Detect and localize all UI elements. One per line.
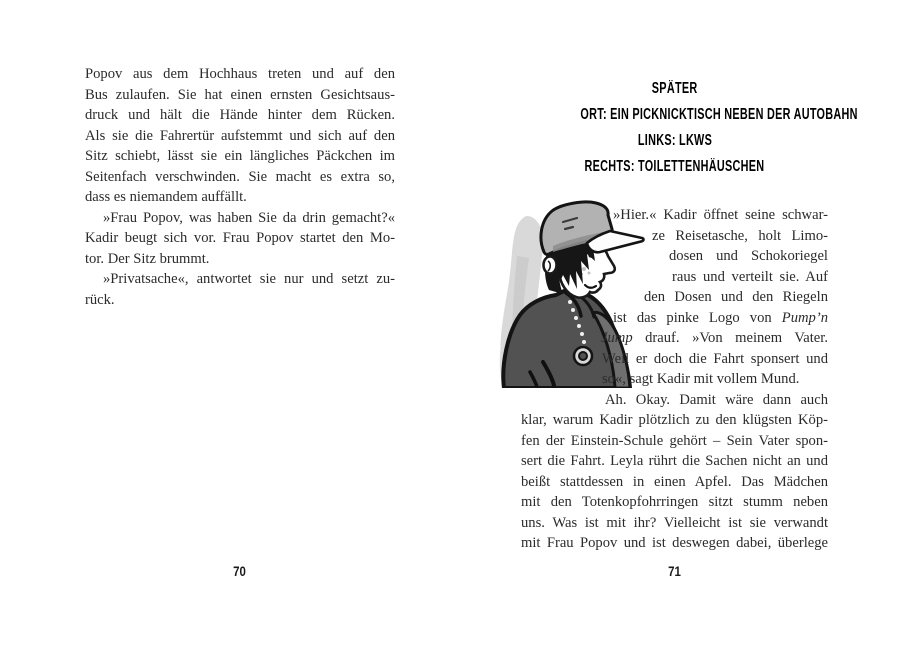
text-line: ze Reisetasche, holt Limo- (652, 227, 828, 244)
text-line: »Frau Popov, was haben Sie da drin gemacht?« (103, 209, 395, 226)
right-page-text (521, 205, 828, 554)
paragraph (85, 208, 395, 270)
scene-header-text: SPÄTER (651, 80, 698, 97)
text-line: dosen und Schokoriegel (669, 248, 828, 264)
page-number-right-value: 71 (668, 564, 681, 579)
text-line: ist das pinke Logo von Pump’n (613, 309, 828, 326)
text-line: sert die Fahrt. Leyla rührt die Sachen nicht an und (521, 453, 828, 469)
left-page (85, 0, 395, 648)
paragraph (521, 205, 828, 390)
paragraph (521, 390, 828, 554)
text-line: Jump drauf. »Von meinem Vater. (601, 330, 828, 346)
page-number-right (521, 563, 828, 581)
text-line: Weil er doch die Fahrt sponsert und (602, 350, 828, 367)
text-line: Sitz schiebt, lässt sie ein längliches Päckchen im (85, 148, 395, 164)
paragraph (85, 269, 395, 310)
text-line: »Privatsache«, antwortet sie nur und setzt zu- (103, 271, 395, 287)
scene-header-line (521, 106, 858, 132)
scene-header-text: LINKS: LKWS (637, 132, 712, 149)
text-line: raus und verteilt sie. Auf (672, 268, 828, 285)
text-line: beißt stattdessen in einen Apfel. Das Mädchen (521, 473, 828, 490)
text-line: so«, sagt Kadir mit vollem Mund. (602, 371, 800, 387)
scene-header-text: ORT: EIN PICKNICKTISCH NEBEN DER AUTOBAHN (580, 106, 858, 123)
text-line: tor. Der Sitz brummt. (85, 250, 210, 267)
text-line: rück. (85, 291, 115, 308)
scene-header-line (521, 132, 828, 158)
left-page-text (85, 64, 395, 310)
text-line: dass es niemandem auffällt. (85, 189, 247, 205)
scene-header-line (521, 158, 828, 184)
text-line: mit den Totenkopfohrringen sitzt stumm neben (521, 494, 828, 510)
paragraph (85, 64, 395, 208)
scene-header-line (521, 80, 828, 106)
page-number-left-value: 70 (233, 564, 247, 579)
text-line: uns. Was ist mit ihr? Vielleicht ist sie verwandt (521, 514, 828, 531)
text-line: Bus zulaufen. Sie hat einen ernsten Gesichtsaus- (85, 86, 395, 103)
text-line: fen der Einstein-Schule gehört – Sein Vater spon- (521, 432, 828, 449)
page-number-left (85, 563, 395, 581)
text-line: Als sie die Fahrertür aufstemmt und sich auf den (85, 127, 395, 144)
text-line: den Dosen und den Riegeln (644, 289, 828, 305)
right-page (521, 0, 858, 648)
scene-header (521, 80, 858, 184)
text-line: »Hier.« Kadir öffnet seine schwar- (613, 207, 828, 223)
text-line: klar, warum Kadir plötzlich zu den klügsten Köp- (521, 412, 828, 428)
text-line: mit Frau Popov und ist deswegen dabei, überlege (521, 535, 828, 551)
text-line: Ah. Okay. Damit wäre dann auch (605, 391, 828, 408)
text-line: druck und hält die Hände hinter dem Rücken. (85, 107, 395, 123)
text-line: Popov aus dem Hochhaus treten und auf den (85, 66, 395, 82)
text-line: Kadir beugt sich vor. Frau Popov startet den Mo- (85, 230, 395, 246)
scene-header-text: RECHTS: TOILETTENHÄUSCHEN (584, 158, 765, 175)
text-line: Seitenfach verschwinden. Sie macht es extra so, (85, 168, 395, 185)
